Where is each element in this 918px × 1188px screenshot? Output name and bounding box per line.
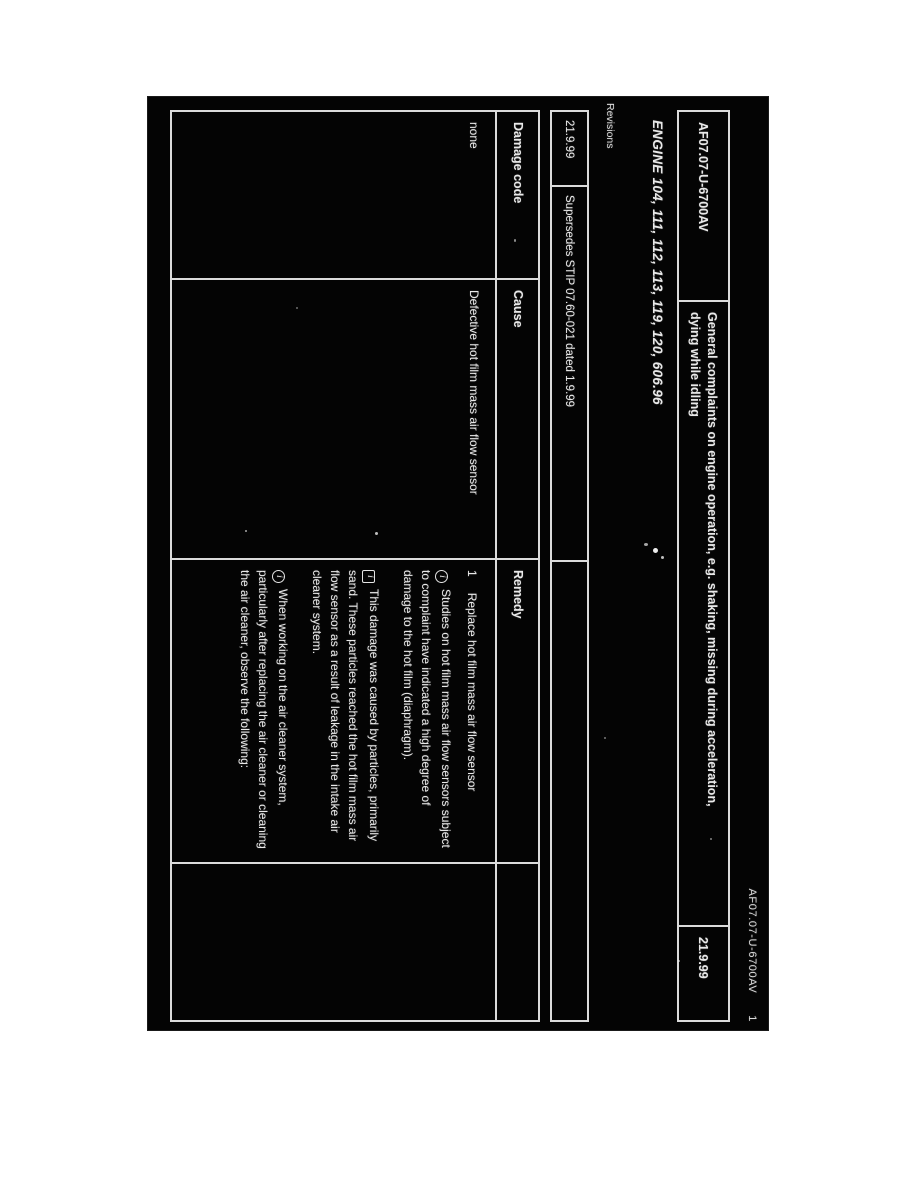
corner-doc-code: AF07.07-U-6700AV — [746, 888, 758, 994]
remedy-note — [309, 570, 383, 852]
empty-body-cell — [172, 864, 495, 1020]
header-doc-code-cell — [679, 110, 728, 300]
corner-page-number: 1 — [746, 1015, 758, 1022]
scan-artifact — [678, 960, 680, 962]
cause-value: Defective hot film mass air flow sensor — [467, 290, 481, 495]
revision-note: Supersedes STIP 07.60-021 dated 1.9.99 — [563, 195, 576, 408]
remedy-step-number: 1 — [465, 570, 479, 577]
header-doc-code: AF07.07-U-6700AV — [696, 122, 711, 232]
column-header-damage-code — [495, 112, 538, 280]
rotated-document-content — [148, 97, 768, 1030]
scan-artifact — [710, 838, 712, 840]
remedy-step-text: Replace hot film mass air flow sensor — [465, 592, 479, 792]
revision-note-cell — [552, 185, 587, 560]
remedy-cell — [172, 560, 495, 864]
document-title: General complaints on engine operation, e.g. shaking, missing during acceleration, dying while idling — [688, 312, 720, 807]
scan-artifact — [375, 532, 378, 535]
header-title-cell — [679, 300, 728, 925]
remedy-note — [236, 570, 292, 852]
scan-artifact — [245, 530, 247, 532]
header-table — [677, 110, 730, 1022]
info-square-icon — [363, 570, 376, 583]
engine-applicability: ENGINE 104, 111, 112, 113, 119, 120, 606.96 — [650, 120, 665, 405]
remedy-header-label: Remedy — [511, 570, 525, 619]
remedy-note-text: This damage was caused by particles, primarily sand. These particles reached the hot film mass air flow sensor as a result of leakage in the intake air cleaner system. — [310, 570, 381, 842]
scan-artifact — [514, 239, 516, 242]
remedy-note-text: When working on the air cleaner system, particularly after replacing the air cleaner or cleaning the air cleaner, observe the following: — [238, 570, 291, 849]
column-header-empty — [495, 864, 538, 1020]
header-date-cell — [679, 925, 728, 1020]
column-header-remedy — [495, 560, 538, 864]
info-circle-icon — [272, 570, 285, 583]
cause-header-label: Cause — [511, 290, 525, 328]
scan-artifact — [661, 556, 664, 559]
damage-code-value-cell — [172, 112, 495, 280]
remedy-step — [463, 570, 481, 852]
cause-value-cell — [172, 280, 495, 560]
header-date: 21.9.99 — [696, 937, 711, 979]
scanned-page — [148, 97, 768, 1030]
scan-artifact — [604, 737, 606, 739]
remedy-note — [399, 570, 455, 852]
revisions-label: Revisions — [604, 103, 616, 149]
doc-ref-corner — [746, 889, 758, 1023]
damage-table — [170, 110, 540, 1022]
damage-code-value: none — [467, 122, 481, 149]
column-header-cause — [495, 280, 538, 560]
remedy-note-text: Studies on hot film mass air flow sensors subject to complaint have indicated a high degree of damage to the hot film (diaphragm). — [400, 570, 453, 848]
scan-artifact — [653, 548, 658, 553]
revision-empty-cell — [552, 560, 587, 1020]
info-circle-icon — [435, 570, 448, 583]
scan-artifact — [296, 307, 298, 309]
damage-code-header-label: Damage code — [511, 122, 525, 204]
revision-date: 21.9.99 — [563, 120, 576, 159]
revisions-table — [550, 110, 589, 1022]
revision-date-cell — [552, 110, 587, 185]
scan-artifact — [644, 543, 648, 546]
